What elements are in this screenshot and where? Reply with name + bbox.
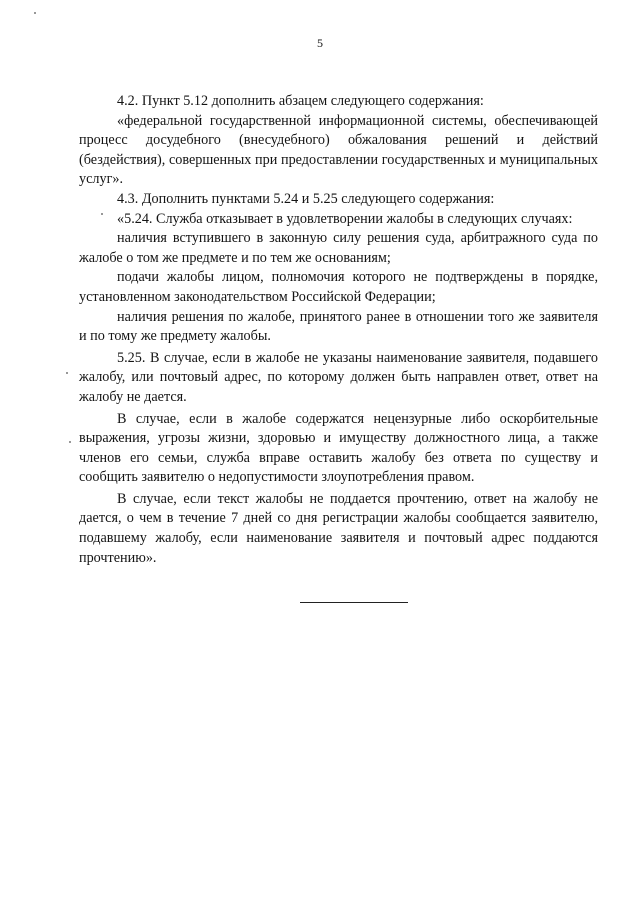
paragraph-4-3: 4.3. Дополнить пунктами 5.24 и 5.25 следующего содержания:: [117, 190, 495, 207]
paragraph-unconfirmed-powers: подачи жалобы лицом, полномочия которого не подтверждены в порядке, установленном законодательством Российской Федерации;: [79, 269, 598, 305]
scan-speck: [69, 441, 71, 443]
paragraph-federal-system: «федеральной государственной информационной системы, обеспечивающей процесс досудебного (внесудебного) обжалования решений и действий (бездействия), совершенных при предоставлении государственных и муниципальных услуг».: [79, 112, 598, 188]
paragraph-5-25: 5.25. В случае, если в жалобе не указаны наименование заявителя, подавшего жалобу, или почтовый адрес, по которому должен быть направлен ответ, ответ на жалобу не дается.: [79, 349, 598, 405]
paragraph-court-decision: наличия вступившего в законную силу решения суда, арбитражного суда по жалобе о том же предмете и по тем же основаниям;: [79, 230, 598, 266]
end-of-document-rule: [300, 602, 408, 603]
paragraph-offensive-content: В случае, если в жалобе содержатся нецензурные либо оскорбительные выражения, угрозы жизни, здоровью и имуществу должностного лица, а также членов его семьи, служба вправе оставить жалобу без ответа по существу и сообщить заявителю о недопустимости злоупотребления правом.: [79, 410, 598, 486]
paragraph-4-2: 4.2. Пункт 5.12 дополнить абзацем следующего содержания:: [117, 93, 484, 109]
page-number: 5: [317, 36, 323, 50]
paragraph-previous-decision: наличия решения по жалобе, принятого ранее в отношении того же заявителя и по тому же предмету жалобы.: [79, 308, 598, 345]
paragraph-5-24: «5.24. Служба отказывает в удовлетворении жалобы в следующих случаях:: [117, 210, 573, 227]
paragraph-illegible-text: В случае, если текст жалобы не поддается прочтению, ответ на жалобу не дается, о чем в течение 7 дней со дня регистрации жалобы сообщается заявителю, подавшему жалобу, если наименование заявителя и почтовый адрес поддаются прочтению».: [79, 490, 598, 566]
scan-speck: [66, 372, 68, 374]
document-body: [79, 92, 598, 568]
scan-speck: [34, 12, 36, 14]
